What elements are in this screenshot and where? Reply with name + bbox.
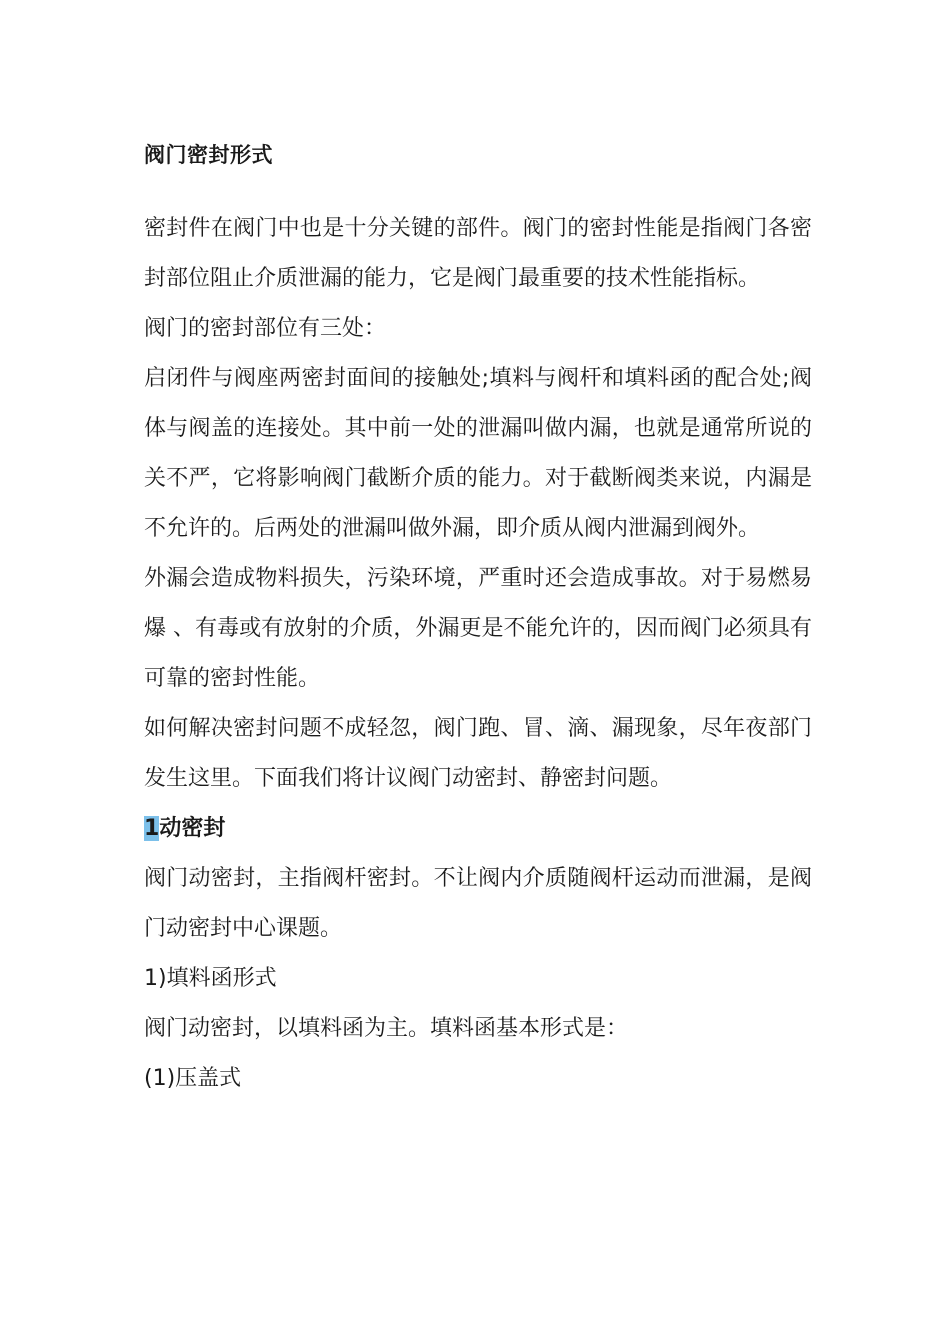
document-title: 阀门密封形式 (144, 143, 273, 167)
subheading-gland-type: (1)压盖式 (144, 1066, 242, 1091)
document-body (144, 204, 812, 1104)
section-title: 动密封 (159, 816, 226, 841)
paragraph-dynamic-seal: 阀门动密封，主指阀杆密封。不让阀内介质随阀杆运动而泄漏，是阀门动密封中心课题。 (144, 866, 812, 941)
paragraph-packing-box: 阀门动密封，以填料函为主。填料函基本形式是： (144, 1016, 629, 1041)
paragraph-leak-types: 启闭件与阀座两密封面间的接触处;填料与阀杆和填料函的配合处;阀体与阀盖的连接处。其中前一处的泄漏叫做内漏，也就是通常所说的关不严，它将影响阀门截断介质的能力。对于截断阀类来说，内漏是不允许的。后两处的泄漏叫做外漏，即介质从阀内泄漏到阀外。 (144, 366, 812, 541)
paragraph-external-leak: 外漏会造成物料损失，污染环境，严重时还会造成事故。对于易燃易爆 、有毒或有放射的介质，外漏更是不能允许的，因而阀门必须具有可靠的密封性能。 (144, 566, 812, 691)
paragraph-problem: 如何解决密封问题不成轻忽，阀门跑、冒、滴、漏现象，尽年夜部门发生这里。下面我们将计议阀门动密封、静密封问题。 (144, 716, 812, 791)
subheading-packing-box: 1)填料函形式 (144, 966, 277, 991)
paragraph-seal-locations: 阀门的密封部位有三处： (144, 316, 387, 341)
paragraph-intro: 密封件在阀门中也是十分关键的部件。阀门的密封性能是指阀门各密封部位阻止介质泄漏的能力，它是阀门最重要的技术性能指标。 (144, 216, 812, 291)
section-number-highlight: 1 (144, 816, 160, 841)
section-heading (144, 804, 812, 854)
